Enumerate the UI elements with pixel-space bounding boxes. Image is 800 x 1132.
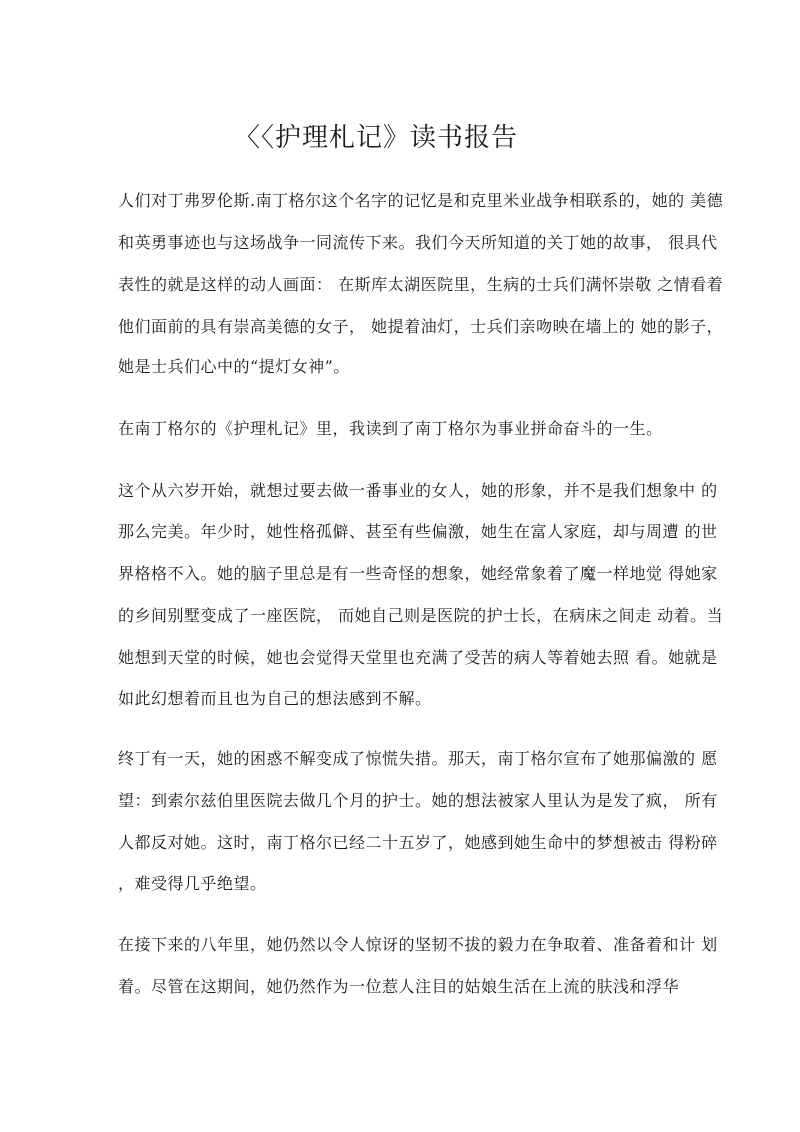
paragraph-3-line-5: 她想到天堂的时候，她也会觉得天堂里也充满了受苦的病人等着她去照 看。她就是	[118, 648, 718, 667]
paragraph-1-line-1: 人们对丁弗罗伦斯.南丁格尔这个名字的记忆是和克里米业战争相联系的，她的 美德	[118, 191, 724, 210]
paragraph-5-line-1: 在接下来的八年里，她仍然以令人惊讶的坚韧不拔的毅力在争取着、准备着和计 划	[118, 935, 718, 954]
paragraph-1-line-5: 她是士兵们心中的“提灯女神”。	[118, 357, 350, 376]
paragraph-4-line-1: 终丁有一天，她的困惑不解变成了惊慌失措。那天，南丁格尔宣布了她那偏激的 愿	[118, 749, 718, 768]
paragraph-1-line-3: 表性的就是这样的动人画面： 在斯库太湖医院里，生病的士兵们满怀崇敬 之情看着	[118, 275, 724, 294]
document-title: 〈〈护理札记》读书报告	[234, 123, 519, 153]
paragraph-3-line-2: 那么完美。年少时，她性格孤僻、甚至有些偏激，她生在富人家庭，却与周遭 的世	[118, 522, 718, 541]
paragraph-3-line-1: 这个从六岁开始，就想过要去做一番事业的女人，她的形象，并不是我们想象中 的	[118, 481, 718, 500]
paragraph-1-line-4: 他们面前的具有崇高美德的女子， 她提着油灯，士兵们亲吻映在墙上的 她的影子，	[118, 317, 724, 336]
paragraph-3-line-4: 的乡间别墅变成了一座医院， 而她自己则是医院的护士长，在病床之间走 动着。当	[118, 606, 724, 625]
paragraph-5-line-2: 着。尽管在这期间，她仍然作为一位惹人注目的姑娘生活在上流的肤浅和浮华	[118, 977, 680, 996]
paragraph-4-line-2: 望：到索尔兹伯里医院去做几个月的护士。她的想法被家人里认为是发了疯， 所有	[118, 791, 718, 810]
paragraph-3-line-3: 界格格不入。她的脑子里总是有一些奇怪的想象，她经常象着了魔一样地觉 得她家	[118, 564, 718, 583]
paragraph-2-line-1: 在南丁格尔的《护理札记》里，我读到了南丁格尔为事业拼命奋斗的一生。	[118, 419, 663, 438]
paragraph-1-line-2: 和英勇事迹也与这场战争一同流传下来。我们今天所知道的关丁她的故事， 很具代	[118, 233, 718, 252]
paragraph-4-line-3: 人都反对她。这时，南丁格尔已经二十五岁了，她感到她生命中的梦想被击 得粉碎	[118, 833, 718, 852]
paragraph-4-line-4: ，难受得几乎绝望。	[118, 874, 267, 893]
paragraph-3-line-6: 如此幻想着而且也为自己的想法感到不解。	[118, 689, 432, 708]
